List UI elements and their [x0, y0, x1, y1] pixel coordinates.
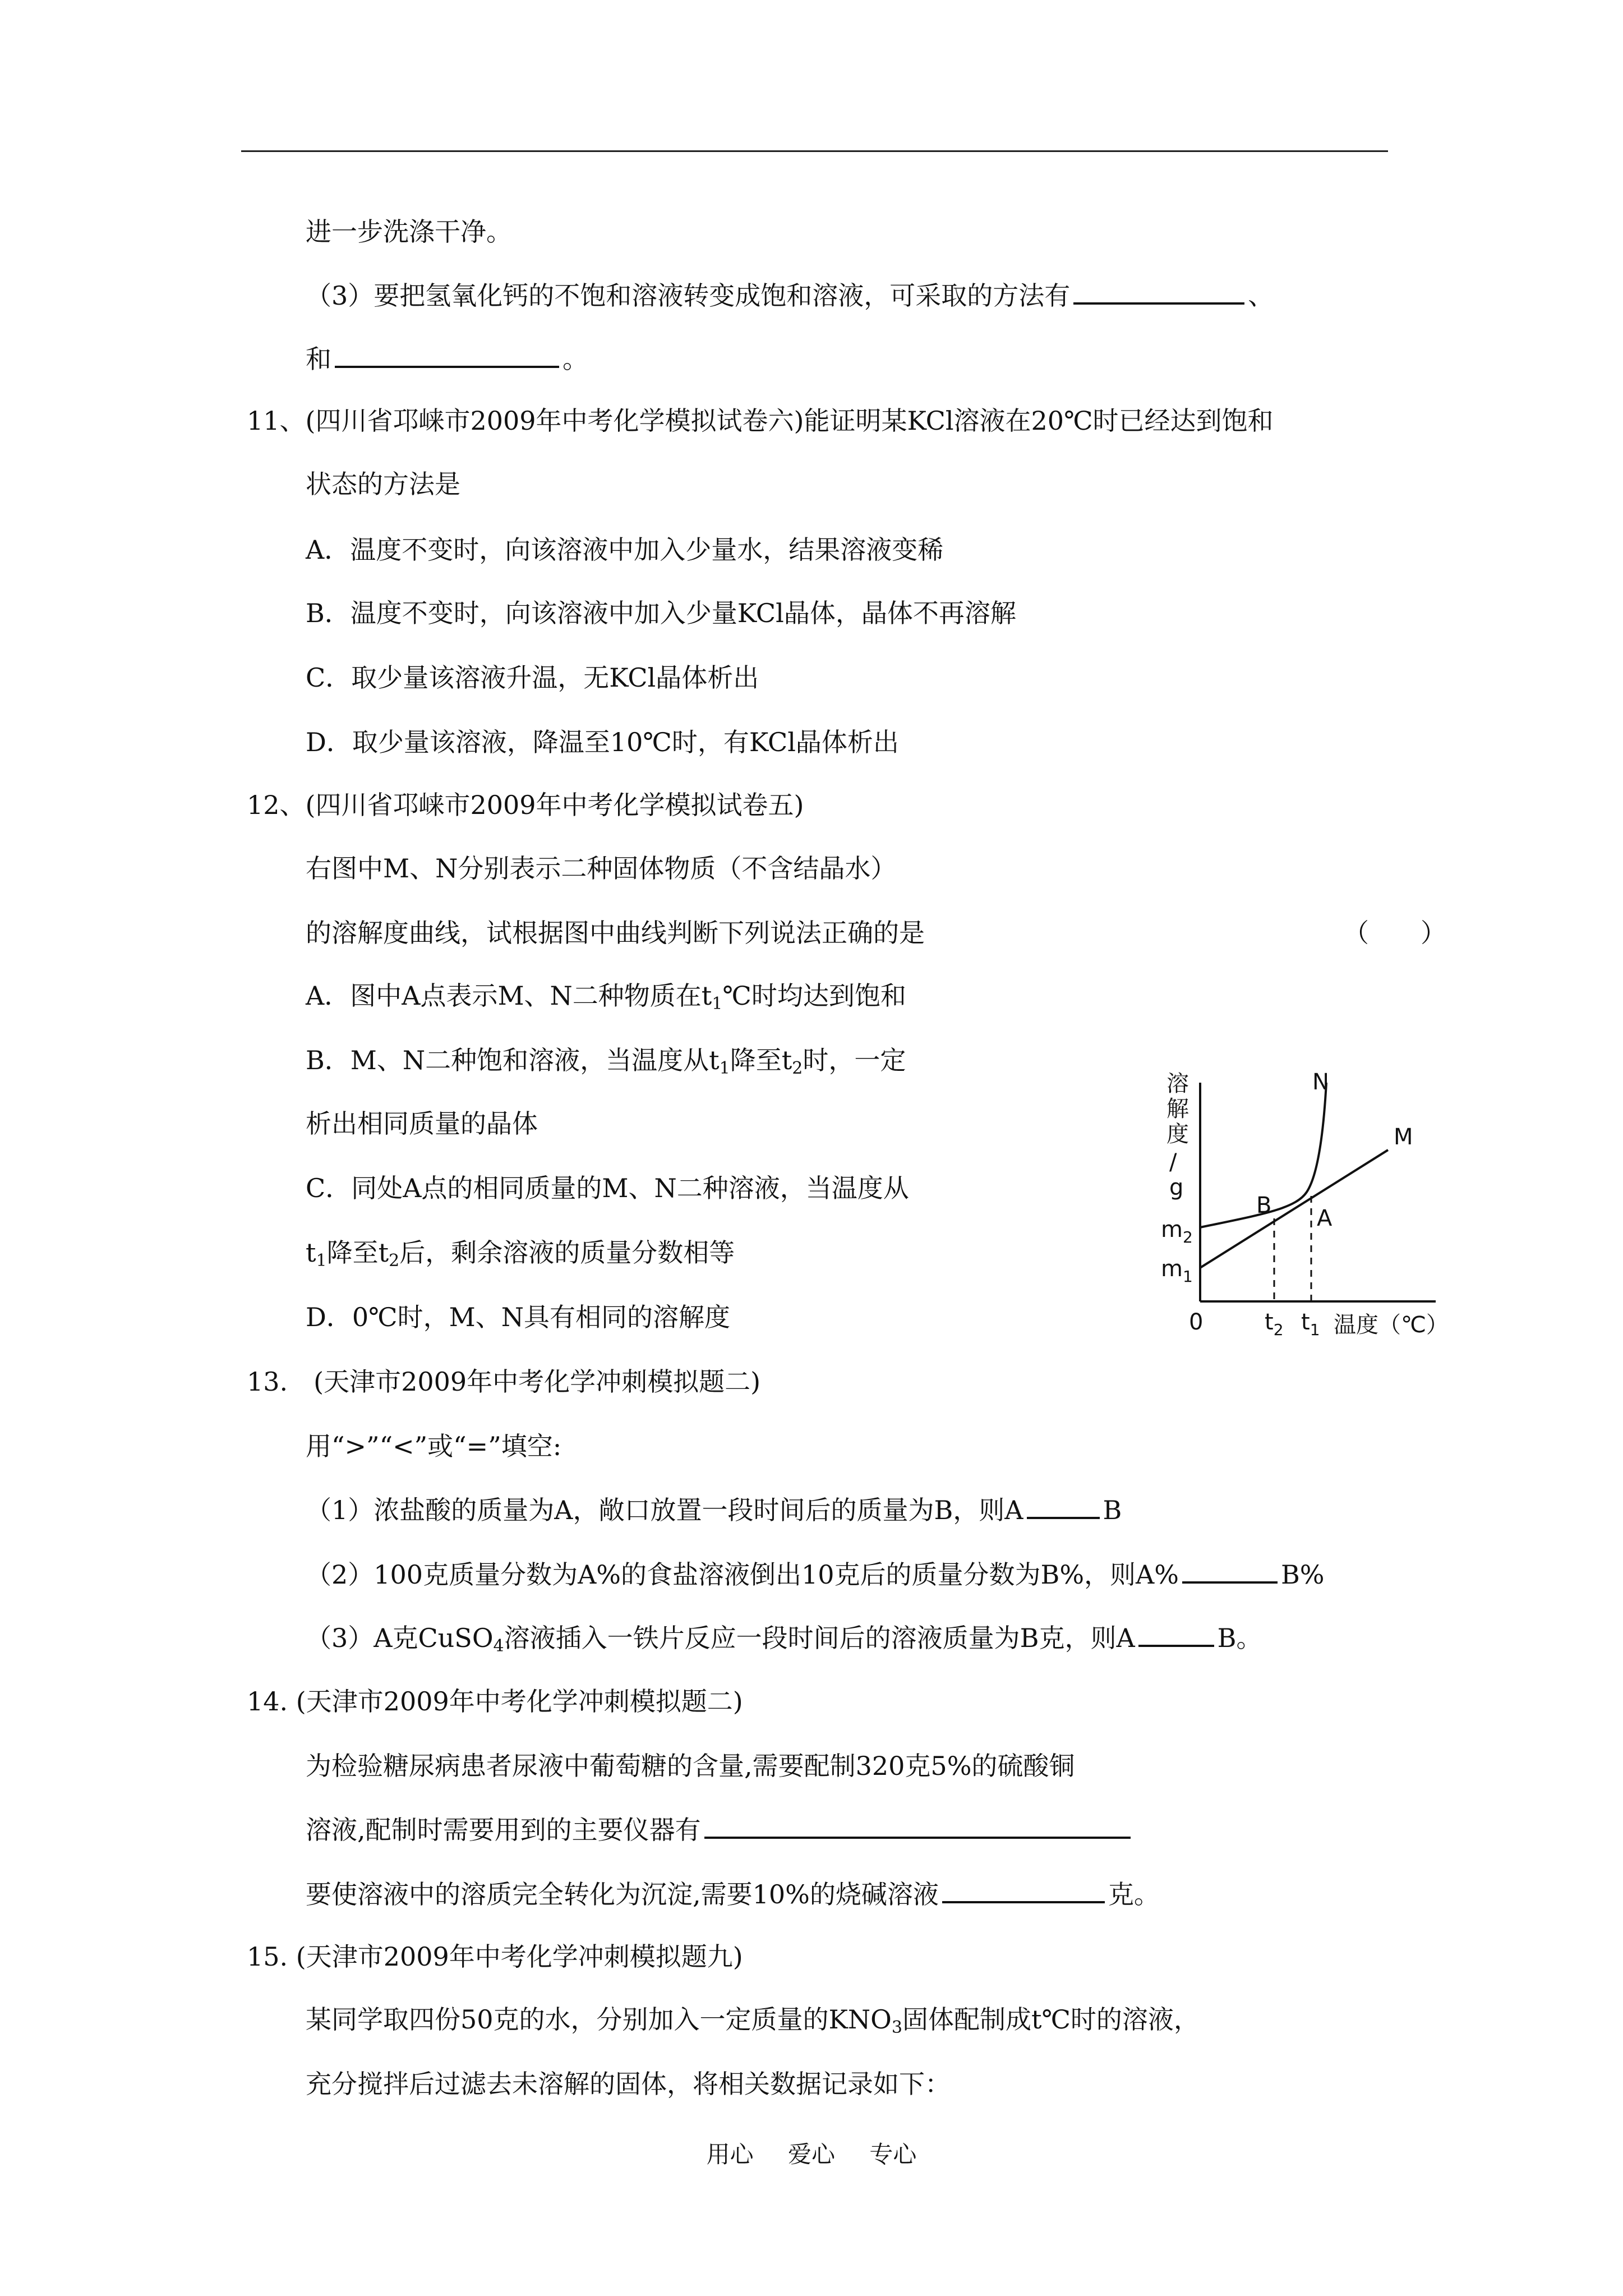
q11-option-c: C．取少量该溶液升温，无KCl晶体析出 — [306, 662, 759, 693]
footer-text: 专心 — [869, 2141, 917, 2168]
answer-blank[interactable] — [942, 1876, 1105, 1903]
y-label-char: 溶 — [1166, 1071, 1189, 1097]
q12-option-c: C．同处A点的相同质量的M、N二种溶液，当温度从 — [306, 1173, 909, 1203]
y-label-char: 度 — [1166, 1121, 1189, 1147]
tick-m1: $m_1$ — [1161, 1256, 1193, 1286]
y-label-char: / — [1169, 1149, 1177, 1175]
tick-origin: 0 — [1189, 1309, 1204, 1335]
q10-3-and: 和 — [306, 344, 331, 374]
x-axis-label: 温度（℃） — [1334, 1312, 1449, 1338]
q10-3-sep: 、 — [1248, 280, 1274, 311]
q13-3-text: （3）A克CuSO — [306, 1623, 494, 1653]
answer-blank[interactable] — [1073, 278, 1244, 305]
q14-text-end: 克。 — [1108, 1879, 1160, 1910]
footer-text: 爱心 — [787, 2141, 835, 2168]
question-14-line1: 为检验糖尿病患者尿液中葡萄糖的含量,需要配制320克5%的硫酸铜 — [306, 1751, 1075, 1781]
question-12: 12、(四川省邛崃市2009年中考化学模拟试卷五) — [247, 790, 804, 820]
question-11-cont: 状态的方法是 — [306, 469, 460, 499]
q13-3-text-mid: 溶液插入一铁片反应一段时间后的溶液质量为B克，则A — [504, 1623, 1135, 1653]
answer-blank[interactable] — [335, 341, 559, 368]
tick-t2: $t_2$ — [1265, 1309, 1284, 1339]
question-15-line1 — [306, 2003, 1200, 2036]
q15-text-end: 固体配制成t℃时的溶液， — [902, 2004, 1200, 2035]
curve-m — [1200, 1150, 1388, 1268]
point-a-label: A — [1317, 1205, 1332, 1231]
y-label-char: 解 — [1166, 1096, 1189, 1122]
question-14: 14. (天津市2009年中考化学冲刺模拟题二) — [247, 1686, 743, 1717]
q13-item-3 — [306, 1620, 1262, 1655]
subscript: 3 — [891, 2018, 902, 2037]
q12-option-c-cont — [306, 1236, 735, 1269]
q12c-text-mid: 降至t — [326, 1237, 389, 1268]
subscript: 2 — [792, 1059, 803, 1078]
q13-item-1 — [306, 1492, 1122, 1527]
question-15: 15. (天津市2009年中考化学冲刺模拟题九) — [247, 1941, 743, 1972]
q13-3-end: B。 — [1217, 1623, 1262, 1653]
q12c-text-end: 后，剩余溶液的质量分数相等 — [399, 1237, 735, 1268]
answer-blank[interactable] — [704, 1812, 1131, 1839]
q12-option-d: D．0℃时，M、N具有相同的溶解度 — [306, 1302, 730, 1332]
solubility-curve-svg — [1122, 1066, 1475, 1358]
q12-option-b-cont: 析出相同质量的晶体 — [306, 1108, 538, 1139]
question-14-line3 — [306, 1876, 1160, 1911]
tick-m2: $m_2$ — [1161, 1217, 1193, 1246]
q11-option-a: A．温度不变时，向该溶液中加入少量水，结果溶液变稀 — [306, 535, 944, 565]
q11-option-b: B．温度不变时，向该溶液中加入少量KCl晶体，晶体不再溶解 — [306, 598, 1016, 628]
q12-option-a — [306, 979, 906, 1013]
q13-2-text: （2）100克质量分数为A%的食盐溶液倒出10克后的质量分数为B%，则A% — [306, 1559, 1179, 1590]
tick-t1: $t_1$ — [1301, 1309, 1320, 1339]
q12c-text: t — [306, 1237, 316, 1268]
footer-text: 用心 — [706, 2141, 754, 2168]
q12a-text-end: ℃时均达到饱和 — [722, 981, 906, 1011]
q10-3-text: （3）要把氢氧化钙的不饱和溶液转变成饱和溶液，可采取的方法有 — [306, 280, 1071, 311]
q10-3 — [306, 278, 1274, 312]
q13-2-end: B% — [1280, 1559, 1325, 1590]
question-12-line1: 右图中M、N分别表示二种固体物质（不含结晶水） — [306, 853, 897, 884]
answer-blank[interactable] — [1027, 1492, 1100, 1519]
answer-bracket[interactable]: （ ） — [1343, 918, 1446, 948]
line-wash: 进一步洗涤干净。 — [306, 217, 512, 247]
q12b-text-end: 时，一定 — [803, 1045, 906, 1075]
header-rule — [241, 150, 1388, 152]
subscript: 4 — [493, 1636, 504, 1656]
q14-text-2: 要使溶液中的溶质完全转化为沉淀,需要10%的烧碱溶液 — [306, 1879, 939, 1910]
answer-blank[interactable] — [1182, 1557, 1278, 1584]
question-12-line2: 的溶解度曲线，试根据图中曲线判断下列说法正确的是 — [306, 918, 925, 948]
question-13-instruction: 用“>”“<”或“=”填空: — [306, 1431, 562, 1461]
q13-1-text: （1）浓盐酸的质量为A，敞口放置一段时间后的质量为B，则A — [306, 1495, 1023, 1525]
y-label-char: g — [1169, 1175, 1184, 1200]
q13-1-end: B — [1103, 1495, 1122, 1525]
q10-3-end: 。 — [562, 344, 588, 374]
q12a-text: A．图中A点表示M、N二种物质在t — [306, 981, 712, 1011]
q13-item-2 — [306, 1557, 1325, 1591]
curve-n-label: N — [1312, 1069, 1329, 1095]
q14-text: 溶液,配制时需要用到的主要仪器有 — [306, 1815, 701, 1845]
question-11: 11、(四川省邛崃市2009年中考化学模拟试卷六)能证明某KCl溶液在20℃时已经达到饱和 — [247, 406, 1274, 436]
q12-option-b — [306, 1043, 906, 1077]
subscript: 2 — [389, 1251, 400, 1271]
solubility-curve-figure — [1122, 1066, 1475, 1358]
question-15-line2: 充分搅拌后过滤去未溶解的固体，将相关数据记录如下： — [306, 2069, 951, 2099]
answer-blank[interactable] — [1138, 1620, 1214, 1647]
curve-m-label: M — [1394, 1124, 1413, 1150]
q15-text: 某同学取四份50克的水，分别加入一定质量的KNO — [306, 2004, 892, 2035]
point-b-label: B — [1256, 1193, 1272, 1218]
subscript: 1 — [719, 1059, 730, 1078]
q11-option-d: D．取少量该溶液，降温至10℃时，有KCl晶体析出 — [306, 727, 899, 757]
question-13: 13. (天津市2009年中考化学冲刺模拟题二) — [247, 1366, 761, 1397]
question-14-line2 — [306, 1812, 1134, 1847]
page-footer — [0, 2139, 1623, 2170]
subscript: 1 — [316, 1251, 327, 1271]
q12b-text-mid: 降至t — [730, 1045, 792, 1075]
q12b-text: B．M、N二种饱和溶液，当温度从t — [306, 1045, 720, 1075]
q10-3-cont — [306, 341, 588, 376]
subscript: 1 — [712, 994, 723, 1014]
